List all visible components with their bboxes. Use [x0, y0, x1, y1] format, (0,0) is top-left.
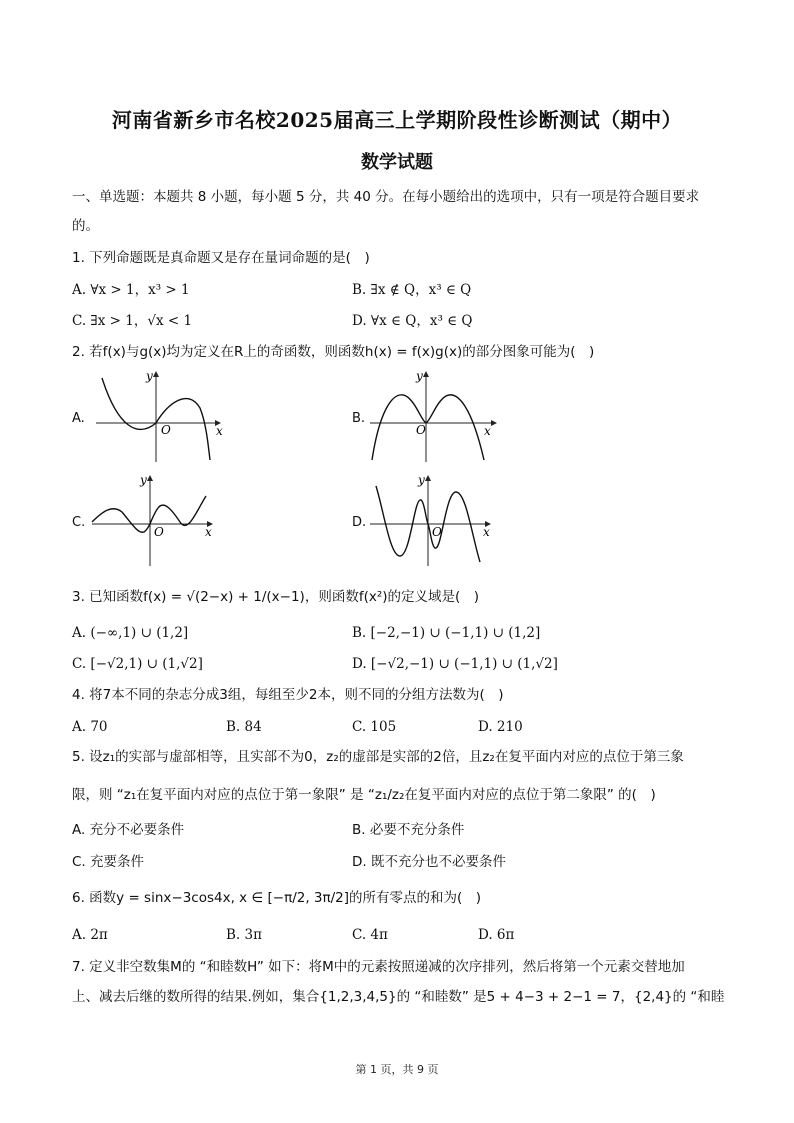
q2-graph-c-x-label: x: [205, 525, 212, 539]
q1-option-d: D. ∀x ∈ Q，x³ ∈ Q: [352, 313, 473, 329]
q4-stem: 4. 将7本不同的杂志分成3组，每组至少2本，则不同的分组方法数为( ): [72, 687, 504, 703]
q4-option-b: B. 84: [226, 719, 262, 735]
q6-option-c: C. 4π: [352, 927, 388, 943]
q2-graph-b: [366, 368, 506, 466]
section-intro-line1: 一、单选题：本题共 8 小题，每小题 5 分，共 40 分。在每小题给出的选项中，只有一项是符合题目要求: [72, 189, 700, 205]
q3-stem: 3. 已知函数f(x) = √(2−x) + 1/(x−1)，则函数f(x²)的定义域是( ): [72, 589, 480, 605]
q5-stem-line2: 限，则 “z₁在复平面内对应的点位于第一象限” 是 “z₁/z₂在复平面内对应的点位于第二象限” 的( ): [72, 787, 656, 803]
q5-option-d: D. 既不充分也不必要条件: [352, 854, 506, 870]
q1-option-b: B. ∃x ∉ Q，x³ ∈ Q: [352, 282, 472, 298]
q3-option-b: B. [−2,−1) ∪ (−1,1) ∪ (1,2]: [352, 625, 541, 641]
q2-graph-a-origin: O: [161, 423, 171, 437]
section-intro-line2: 的。: [72, 218, 99, 234]
q2-graph-b-origin: O: [416, 423, 426, 437]
q7-stem-line1: 7. 定义非空数集M的 “和睦数H” 如下：将M中的元素按照递减的次序排列，然后将第一个元素交替地加: [72, 959, 685, 975]
q4-option-a: A. 70: [72, 719, 108, 735]
exam-subtitle: 数学试题: [361, 152, 433, 173]
q2-graph-c: [88, 472, 228, 570]
q6-stem: 6. 函数y = sinx−3cos4x, x ∈ [−π/2, 3π/2]的所有零点的和为( ): [72, 890, 482, 906]
q2-option-c-label: C.: [72, 515, 86, 530]
q3-option-c: C. [−√2,1) ∪ (1,√2]: [72, 656, 203, 672]
q2-graph-c-y-label: y: [140, 473, 147, 487]
q4-option-c: C. 105: [352, 719, 397, 735]
q6-option-b: B. 3π: [226, 927, 262, 943]
q2-option-a-label: A.: [72, 411, 85, 426]
q2-graph-d-y-label: y: [418, 473, 425, 487]
q6-option-a: A. 2π: [72, 927, 108, 943]
q6-option-d: D. 6π: [478, 927, 515, 943]
exam-title: 河南省新乡市名校2025届高三上学期阶段性诊断测试（期中）: [111, 108, 683, 132]
q2-graph-d-x-label: x: [483, 525, 490, 539]
q1-option-c: C. ∃x > 1，√x < 1: [72, 313, 193, 329]
q5-option-a: A. 充分不必要条件: [72, 822, 185, 838]
q2-graph-a-x-label: x: [216, 424, 223, 438]
q2-graph-d-origin: O: [432, 525, 442, 539]
q2-stem: 2. 若f(x)与g(x)均为定义在R上的奇函数，则函数h(x) = f(x)g(x)的部分图象可能为( ): [72, 344, 595, 360]
q5-option-b: B. 必要不充分条件: [352, 822, 465, 838]
page-footer: 第 1 页，共 9 页: [355, 1063, 439, 1076]
q3-option-a: A. (−∞,1) ∪ (1,2]: [72, 625, 189, 641]
q2-graph-c-origin: O: [154, 525, 164, 539]
q7-stem-line2: 上、减去后继的数所得的结果.例如，集合{1,2,3,4,5}的 “和睦数” 是5 + 4−3 + 2−1 = 7，{2,4}的 “和睦: [72, 989, 725, 1005]
q1-stem: 1. 下列命题既是真命题又是存在量词命题的是( ): [72, 250, 370, 266]
q2-option-d-label: D.: [352, 515, 367, 530]
q2-graph-a-y-label: y: [146, 369, 153, 383]
q2-graph-b-x-label: x: [484, 424, 491, 438]
q5-stem-line1: 5. 设z₁的实部与虚部相等，且实部不为0，z₂的虚部是实部的2倍，且z₂在复平面内对应的点位于第三象: [72, 749, 684, 765]
q2-graph-a: [88, 368, 228, 466]
q5-option-c: C. 充要条件: [72, 854, 145, 870]
q1-option-a: A. ∀x > 1，x³ > 1: [72, 282, 190, 298]
q2-option-b-label: B.: [352, 411, 366, 426]
q2-graph-b-y-label: y: [416, 369, 423, 383]
q3-option-d: D. [−√2,−1) ∪ (−1,1) ∪ (1,√2]: [352, 656, 558, 672]
q4-option-d: D. 210: [478, 719, 523, 735]
q2-graph-d: [366, 472, 506, 570]
